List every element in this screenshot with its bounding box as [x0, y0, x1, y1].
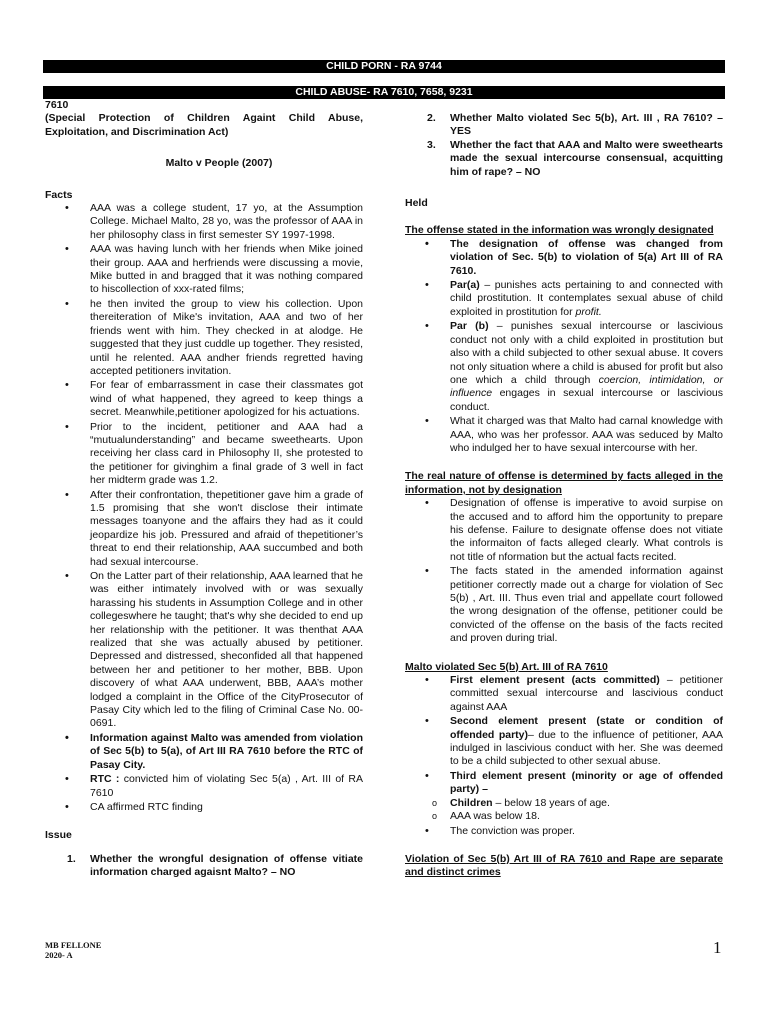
section-heading: The real nature of offense is determined by facts alleged in the information, not by designation — [405, 470, 723, 496]
section-heading: The offense stated in the information was wrongly designated — [405, 224, 714, 237]
list-item: • Second element present (state or condition of offended party)– due to the influence of petitioner, AAA indulged in lascivious conduct with her. She was deemed to be a child subjected to other sexual abuse. — [405, 715, 723, 769]
list-item: • The conviction was proper. — [405, 825, 723, 838]
issue-list — [45, 853, 363, 880]
list-item: • Third element present (minority or age of offended party) – o Children – below 18 years of age. o AAA was below 18. — [405, 770, 723, 824]
issue-heading: Issue — [45, 829, 72, 842]
list-item: • For fear of embarrassment in case their classmates got wind of what happened, they agreed to keep things a secret. Meanwhile,petitioner apologized for his actuations. — [45, 379, 363, 419]
list-item: • Information against Malto was amended from violation of Sec 5(b) to 5(a), of Art III RA 7610 before the RTC of Pasay City. — [45, 732, 363, 772]
right-column — [405, 112, 723, 880]
list-item: • Par (b) – punishes sexual intercourse or lascivious conduct not only with a child exploited in prostitution but also with a child subjected to other sexual abuse. It covers not only situation where a child is abused for profit but also one which a child through coercion, intimidation, or influence engages in sexual intercourse or lascivious conduct. — [405, 320, 723, 414]
issue-item: 1. Whether the wrongful designation of offense vitiate information charged agaisnt Malto? – NO — [67, 852, 363, 879]
held-heading: Held — [405, 197, 428, 210]
rtc-label: RTC : — [90, 773, 120, 786]
section-heading: Malto violated Sec 5(b) Art. III of RA 7610 — [405, 660, 608, 673]
issue-item: 3. Whether the fact that AAA and Malto were sweethearts made the sexual intercourse consensual, acquitting him of rape? – NO — [427, 138, 723, 178]
list-item: • Designation of offense is imperative to avoid surpise on the accused and to afford him the opportunity to prepare his defense. Failure to designate offense does not vitiate the informaiton of facts alleged clearly. What controls is not title of nformation but the actual facts recited. — [405, 497, 723, 564]
page-number: 1 — [713, 938, 722, 957]
list-item: • AAA was having lunch with her friends when Mike joined their group. AAA and herfriends were discussing a movie, Mike butted in and bragged that it was nothing compared to hiscollection of xxx-rated films; — [45, 243, 363, 297]
case-title: Malto v People (2007) — [165, 157, 273, 170]
footer — [45, 940, 101, 960]
section3-list — [405, 674, 723, 838]
sub-item: o Children – below 18 years of age. — [405, 797, 723, 810]
law-title: (Special Protection of Children Againt Child Abuse, Exploitation, and Discrimination Act) — [45, 112, 363, 138]
list-item: • Par(a) – punishes acts pertaining to and connected with child prostitution. It contemplates sexual abuse of child exploited in prostitution for profit. — [405, 279, 723, 319]
rtc-text: convicted him of violating Sec 5(a) , Art. III of RA 7610 — [90, 773, 364, 799]
banner-child-abuse: CHILD ABUSE- RA 7610, 7658, 9231 — [43, 86, 725, 99]
list-item — [45, 773, 363, 800]
section1-list — [405, 238, 723, 456]
list-item: • After their confrontation, thepetitioner gave him a grade of 1.5 promising that she won't disclose their intimate messages toanyone and the affairs they had as it could jeopardize his job. Pressured and afraid of thepetitioner’s threat to end their relationship, AAA succumbed and both had sexual intercourse. — [45, 489, 363, 569]
list-item: • What it charged was that Malto had carnal knowledge with AAA, who was her professor. AAA was seduced by Malto who indulged her to have sexual intercourse with her. — [405, 415, 723, 455]
facts-list — [45, 202, 363, 814]
list-item: • The designation of offense was changed from violation of Sec. 5(b) to violation of 5(a) Art III of RA 7610. — [405, 238, 723, 278]
list-item: • AAA was a college student, 17 yo, at the Assumption College. Michael Malto, 28 yo, was the professor of AAA in her philosophy class in first semester SY 1997-1998. — [45, 202, 363, 242]
list-item: • First element present (acts committed) – petitioner committed sexual intercourse and lascivious conduct against AAA — [405, 674, 723, 714]
list-item: • On the Latter part of their relationship, AAA learned that he was either intimately involved with or was sexually harassing his students in Assumption College and in other collegeswhere he taught; that's why she decided to end up her relationship with the petitioner. It was thenthat AAA realized that she was actually abused by petitioner. Depressed and distressed, sheconfided all that happened between her and petitioner to her mother, BBB. Upon discovery of what AAA underwent, BBB, AAA’s mother lodged a complaint in the Office of the CityProsecutor of Pasay City which led to the filing of Criminal Case No. 00-0691. — [45, 570, 363, 731]
list-item: • he then invited the group to view his collection. Upon thereiteration of Mike's invitation, AAA and two of her friends went with him. They checked in at alodge. He suggested that they just cuddle up together. They resisted, until he relented. AAA andher friends regretted having accepted petitioners invitation. — [45, 298, 363, 378]
issue-list-continued — [405, 112, 723, 179]
law-number: 7610 — [45, 99, 69, 111]
section2-list — [405, 497, 723, 645]
sub-item: o AAA was below 18. — [405, 810, 723, 823]
issue-item: 2. Whether Malto violated Sec 5(b), Art. III , RA 7610? – YES — [427, 112, 723, 138]
left-column — [45, 99, 363, 880]
list-item: • CA affirmed RTC finding — [45, 801, 363, 814]
sub-list — [405, 797, 723, 824]
footer-section: 2020- A — [45, 950, 73, 960]
section-heading: Violation of Sec 5(b) Art III of RA 7610 and Rape are separate and distinct crimes — [405, 852, 723, 879]
list-item: • Prior to the incident, petitioner and AAA had a “mutualunderstanding” and became sweethearts. Upon receiving her class card in Philosophy II, she protested to the petitioner for givinghim a final grade of 3 well in fact her midterm grade was 1.2. — [45, 421, 363, 488]
list-item: • The facts stated in the amended information against petitioner correctly made out a charge for violation of Sec 5(b) , Art. III. Thus even trial and appellate court followed the wrong designation of the offense, petitioner could be convicted of the offense on the basis of the facts recited and proven during trial. — [405, 565, 723, 645]
banner-child-porn: CHILD PORN - RA 9744 — [43, 60, 725, 73]
footer-author: MB FELLONE — [45, 940, 102, 950]
facts-heading: Facts — [45, 188, 73, 201]
